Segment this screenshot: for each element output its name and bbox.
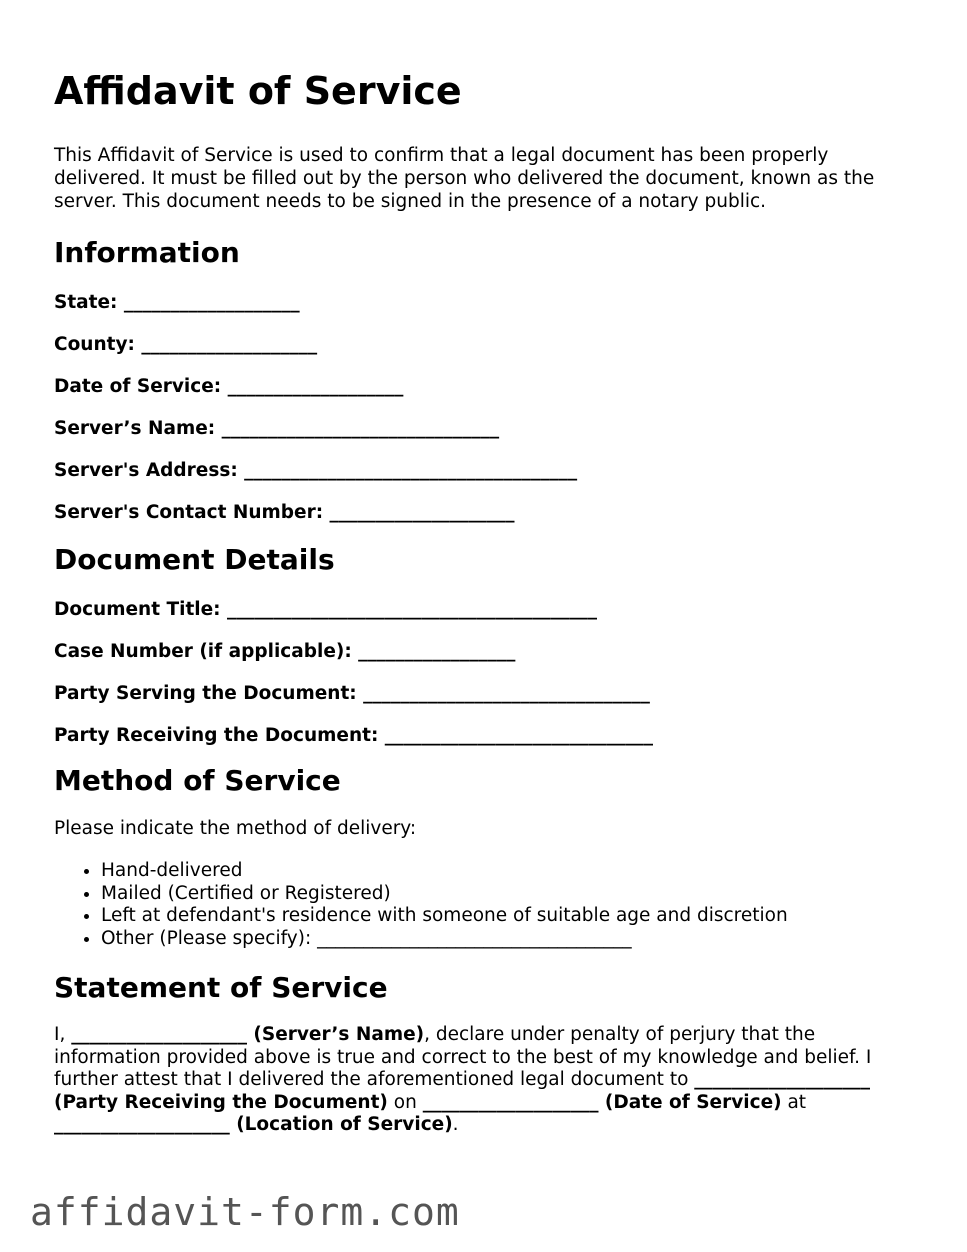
list-item: • Hand-delivered [101,860,914,883]
list-item: • Left at defendant's residence with someone of suitable age and discretion [101,905,914,928]
statement-text: on [387,1091,423,1113]
county-field: County: ___________________ [54,334,318,355]
statement-text: . [452,1114,459,1135]
server-contact-field: Server's Contact Number: ____________________ [54,502,515,523]
case-number-field: Case Number (if applicable): _________________ [54,641,516,662]
information-heading: Information [54,236,240,269]
method-prompt: Please indicate the method of delivery: [54,818,417,839]
statement-text: I, [54,1024,72,1045]
document-details-section [54,542,914,747]
party-receiving-blank: ___________________ (Party Receiving the Document) [54,1069,871,1113]
method-section [54,763,914,950]
server-address-field: Server's Address: ____________________________________ [54,460,578,481]
method-heading: Method of Service [54,764,341,797]
location-of-service-blank: ___________________ (Location of Service) [54,1114,453,1135]
list-item: • Other (Please specify): __________________________________ [101,928,914,951]
intro-paragraph: This Affidavit of Service is used to confirm that a legal document has been properly delivered. It must be filled out by the person who delivered the document, known as the server. This document needs to be signed in the presence of a notary public. [54,145,875,212]
party-serving-field: Party Serving the Document: _______________________________ [54,683,650,704]
date-of-service-blank: ___________________ (Date of Service) [422,1091,782,1113]
document-details-heading: Document Details [54,543,335,576]
document-page [54,66,914,1137]
method-options-list [54,860,914,950]
party-receiving-field: Party Receiving the Document: _____________________________ [54,725,654,746]
statement-paragraph [54,1024,914,1137]
document-title-field: Document Title: ________________________________________ [54,599,598,620]
server-name-blank: ___________________ (Server’s Name) [71,1024,425,1045]
page-title: Affidavit of Service [54,69,462,113]
statement-heading: Statement of Service [54,971,388,1004]
statement-section [54,970,914,1137]
statement-text: at [781,1091,807,1113]
statement-text: , declare under penalty of perjury that the information provided above is true and correct to the best of my knowledge and belief. I further attest that I delivered the aforementioned legal document to [54,1024,872,1090]
state-field: State: ___________________ [54,292,300,313]
list-item: • Mailed (Certified or Registered) [101,883,914,906]
watermark: affidavit-form.com [30,1190,460,1234]
date-of-service-field: Date of Service: ___________________ [54,376,404,397]
server-name-field: Server’s Name: ______________________________ [54,418,500,439]
information-section [54,235,914,524]
